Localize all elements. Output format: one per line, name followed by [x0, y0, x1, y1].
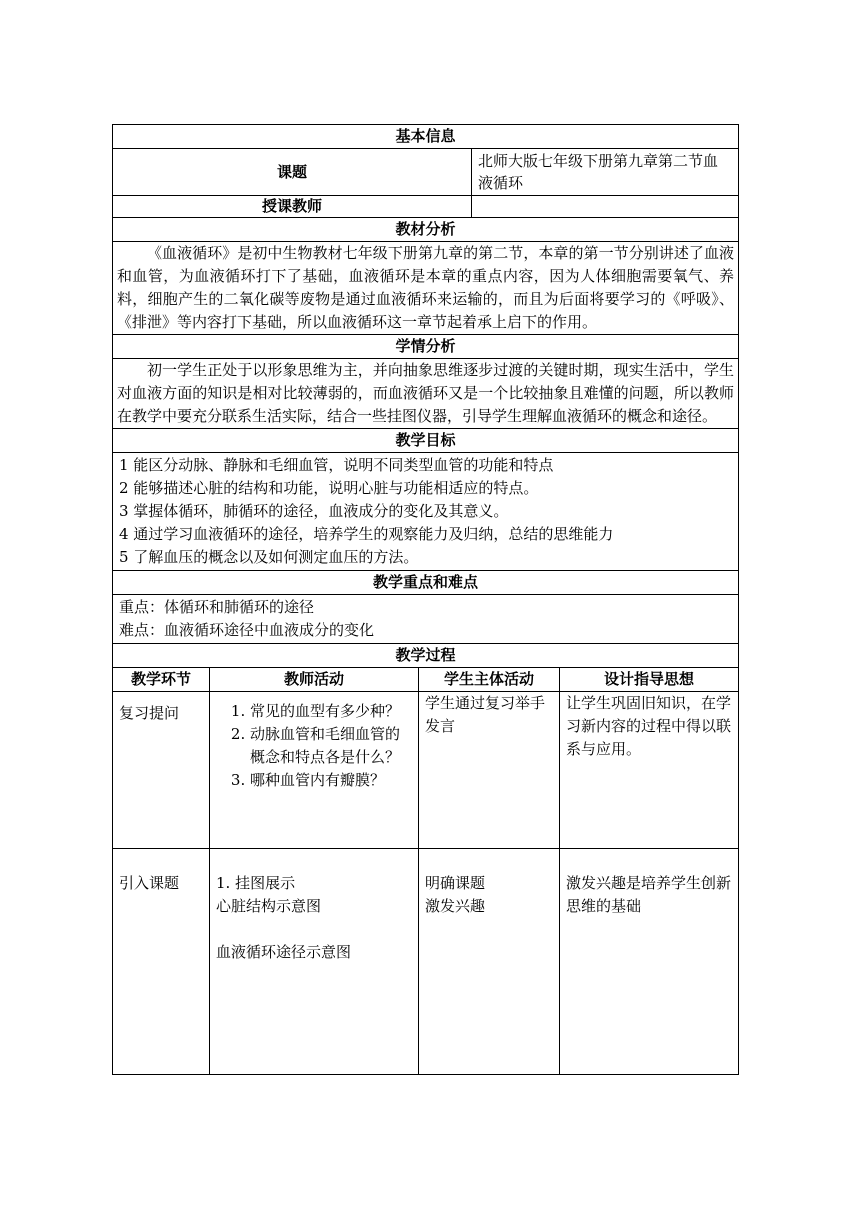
student-line: 激发兴趣 — [425, 897, 486, 915]
topic-label: 课题 — [113, 149, 472, 196]
section-key-points: 教学重点和难点 — [113, 571, 739, 595]
header-stage: 教学环节 — [113, 668, 210, 692]
question-item: 1. 常见的血型有多少种？ — [250, 700, 412, 723]
teacher-activity-cell — [210, 849, 419, 1075]
teacher-label: 授课教师 — [113, 196, 472, 218]
objective-item: 5 了解血压的概念以及如何测定血压的方法。 — [119, 548, 419, 566]
section-process: 教学过程 — [113, 644, 739, 668]
teacher-line: 血液循环途径示意图 — [216, 943, 352, 961]
material-analysis-text: 《血液循环》是初中生物教材七年级下册第九章的第二节，本章的第一节分别讲述了血液和血管，为血液循环打下了基础，血液循环是本章的重点内容，因为人体细胞需要氧气、养料，细胞产生的二氧化碳等废物是通过血液循环来运输的，而且为后面将要学习的《呼吸》、《排泄》等内容打下基础，所以血液循环这一章节起着承上启下的作用。 — [113, 242, 739, 335]
table-row — [113, 692, 739, 849]
objective-item: 1 能区分动脉、静脉和毛细血管，说明不同类型血管的功能和特点 — [119, 456, 554, 474]
topic-value: 北师大版七年级下册第九章第二节血液循环 — [472, 149, 739, 196]
stage-cell: 引入课题 — [113, 849, 210, 1075]
objective-item: 4 通过学习血液循环的途径，培养学生的观察能力及归纳，总结的思维能力 — [119, 525, 614, 543]
design-idea-cell: 让学生巩固旧知识，在学习新内容的过程中得以联系与应用。 — [560, 692, 739, 849]
objectives-list — [113, 453, 739, 571]
difficult-point: 难点：血液循环途径中血液成分的变化 — [119, 621, 375, 639]
section-basic-info: 基本信息 — [113, 125, 739, 149]
section-student-analysis: 学情分析 — [113, 335, 739, 359]
question-item: 3. 哪种血管内有瓣膜？ — [250, 769, 412, 792]
question-item: 2. 动脉血管和毛细血管的概念和特点各是什么？ — [250, 723, 412, 769]
header-student: 学生主体活动 — [419, 668, 560, 692]
section-objectives: 教学目标 — [113, 429, 739, 453]
key-points-cell — [113, 595, 739, 644]
stage-cell: 复习提问 — [113, 692, 210, 849]
teacher-line: 心脏结构示意图 — [216, 897, 322, 915]
section-material-analysis: 教材分析 — [113, 218, 739, 242]
objective-item: 3 掌握体循环，肺循环的途径，血液成分的变化及其意义。 — [119, 502, 509, 520]
design-idea-cell: 激发兴趣是培养学生创新思维的基础 — [560, 849, 739, 1075]
student-analysis-text: 初一学生正处于以形象思维为主，并向抽象思维逐步过渡的关键时期，现实生活中，学生对血液方面的知识是相对比较薄弱的，而血液循环又是一个比较抽象且难懂的问题，所以教师在教学中要充分联系生活实际，结合一些挂图仪器，引导学生理解血液循环的概念和途径。 — [113, 359, 739, 429]
student-activity-cell — [419, 849, 560, 1075]
header-teacher: 教师活动 — [210, 668, 419, 692]
teacher-activity-cell — [210, 692, 419, 849]
student-line: 明确课题 — [425, 874, 486, 892]
teacher-line: 1. 挂图展示 — [216, 874, 296, 892]
key-point: 重点：体循环和肺循环的途径 — [119, 598, 315, 616]
objective-item: 2 能够描述心脏的结构和功能，说明心脏与功能相适应的特点。 — [119, 479, 539, 497]
lesson-plan-table — [112, 124, 739, 1075]
teacher-value — [472, 196, 739, 218]
student-activity-cell: 学生通过复习举手发言 — [419, 692, 560, 849]
table-row — [113, 849, 739, 1075]
header-design: 设计指导思想 — [560, 668, 739, 692]
